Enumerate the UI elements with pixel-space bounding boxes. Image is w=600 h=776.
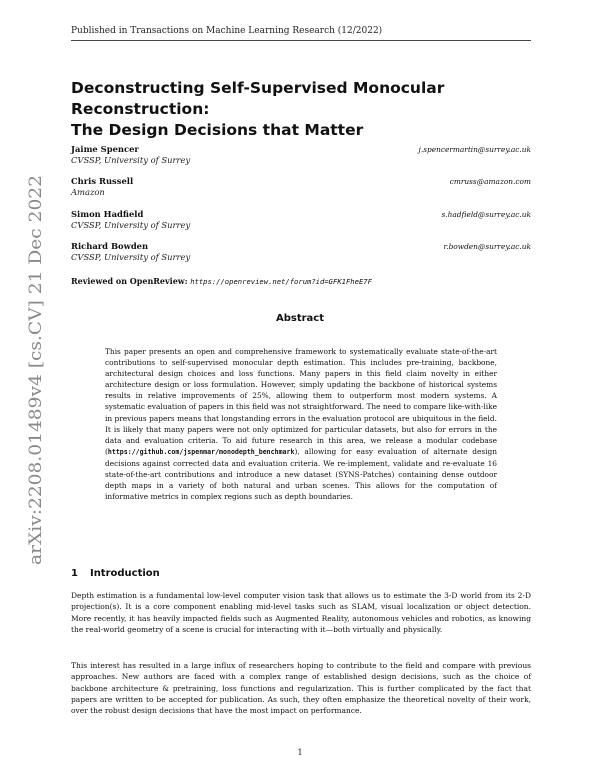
title-line-2: The Design Decisions that Matter bbox=[71, 121, 364, 139]
arxiv-identifier-stamp bbox=[16, 170, 50, 570]
author-email: cmruss@amazon.com bbox=[449, 177, 531, 186]
author-email: j.spencermartin@surrey.ac.uk bbox=[418, 145, 531, 154]
title-line-1: Deconstructing Self-Supervised Monocular Reconstruction: bbox=[71, 79, 445, 118]
author-block bbox=[71, 241, 531, 263]
abstract-heading: Abstract bbox=[275, 313, 325, 324]
intro-paragraph-1: Depth estimation is a fundamental low-level computer vision task that allows us to estimate the 3-D world from its 2-D projection(s). It is a core component enabling mid-level tasks such as SLAM, visual localization or object detection. More recently, it has heavily impacted fields such as Augmented Reality, autonomous vehicles and robotics, as knowing the real-world geometry of a scene is crucial for interacting with it—both virtually and physically. bbox=[71, 591, 531, 634]
codebase-link[interactable]: https://github.com/jspenmar/monodepth_benchmark bbox=[107, 447, 295, 456]
author-name: Simon Hadfield bbox=[71, 209, 144, 219]
abstract-text-start: This paper presents an open and comprehensive framework to systematically evaluate state-of-the-art contributions to self-supervised monocular depth estimation. This includes pre-training, backbone, architectural design choices and loss functions. Many papers in this field claim novelty in either architecture design or loss formulation. However, simply updating the backbone of historical systems results in relative improvements of 25%, allowing them to outperform most modern systems. A systematic evaluation of papers in this field was not straightforward. The need to compare like-with-like in previous papers means that longstanding errors in the evaluation protocol are ubiquitous in the field. It is likely that many papers were not only optimized for particular datasets, but also for errors in the data and evaluation criteria. To aid future research in this area, we release a modular codebase ( bbox=[105, 347, 497, 456]
author-affiliation: Amazon bbox=[71, 187, 105, 197]
review-label: Reviewed on OpenReview: bbox=[71, 276, 188, 286]
abstract-body bbox=[105, 346, 497, 502]
journal-header: Published in Transactions on Machine Learning Research (12/2022) bbox=[71, 26, 531, 41]
author-email: s.hadfield@surrey.ac.uk bbox=[441, 210, 531, 219]
author-block bbox=[71, 209, 531, 231]
author-email: r.bowden@surrey.ac.uk bbox=[443, 242, 531, 251]
intro-paragraph-2: This interest has resulted in a large influx of researchers hoping to contribute to the field and compare with previous approaches. New authors are faced with a complex range of established design decisions, such as the choice of backbone architecture & pretraining, loss functions and regularization. This is further complicated by the fact that papers are written to be accepted for publication. As such, they often emphasize the theoretical novelty of their work, over the robust design decisions that have the most impact on performance. bbox=[71, 661, 531, 716]
arxiv-identifier-text: arXiv:2208.01489v4 [cs.CV] 21 Dec 2022 bbox=[26, 219, 45, 565]
section-number: 1 bbox=[71, 568, 78, 579]
page-number: 1 bbox=[297, 748, 303, 757]
author-name: Chris Russell bbox=[71, 176, 134, 186]
author-name: Jaime Spencer bbox=[71, 144, 139, 154]
author-name: Richard Bowden bbox=[71, 241, 149, 251]
author-affiliation: CVSSP, University of Surrey bbox=[71, 220, 191, 230]
author-affiliation: CVSSP, University of Surrey bbox=[71, 155, 191, 165]
section-title: Introduction bbox=[89, 568, 160, 579]
openreview-link[interactable]: https://openreview.net/forum?id=GFK1FheE7F bbox=[190, 277, 372, 286]
author-block bbox=[71, 144, 531, 166]
author-affiliation: CVSSP, University of Surrey bbox=[71, 252, 191, 262]
author-block bbox=[71, 176, 531, 198]
review-line bbox=[71, 276, 372, 286]
abstract-text-end: ), allowing for easy evaluation of alternate design decisions against corrected data and evaluation criteria. We re-implement, validate and re-evaluate 16 state-of-the-art contributions and introduce a new dataset (SYNS-Patches) containing dense outdoor depth maps in a variety of both natural and urban scenes. This allows for the computation of informative metrics in complex regions such as depth boundaries. bbox=[105, 446, 497, 502]
section-heading bbox=[71, 568, 160, 579]
paper-title bbox=[71, 78, 541, 141]
